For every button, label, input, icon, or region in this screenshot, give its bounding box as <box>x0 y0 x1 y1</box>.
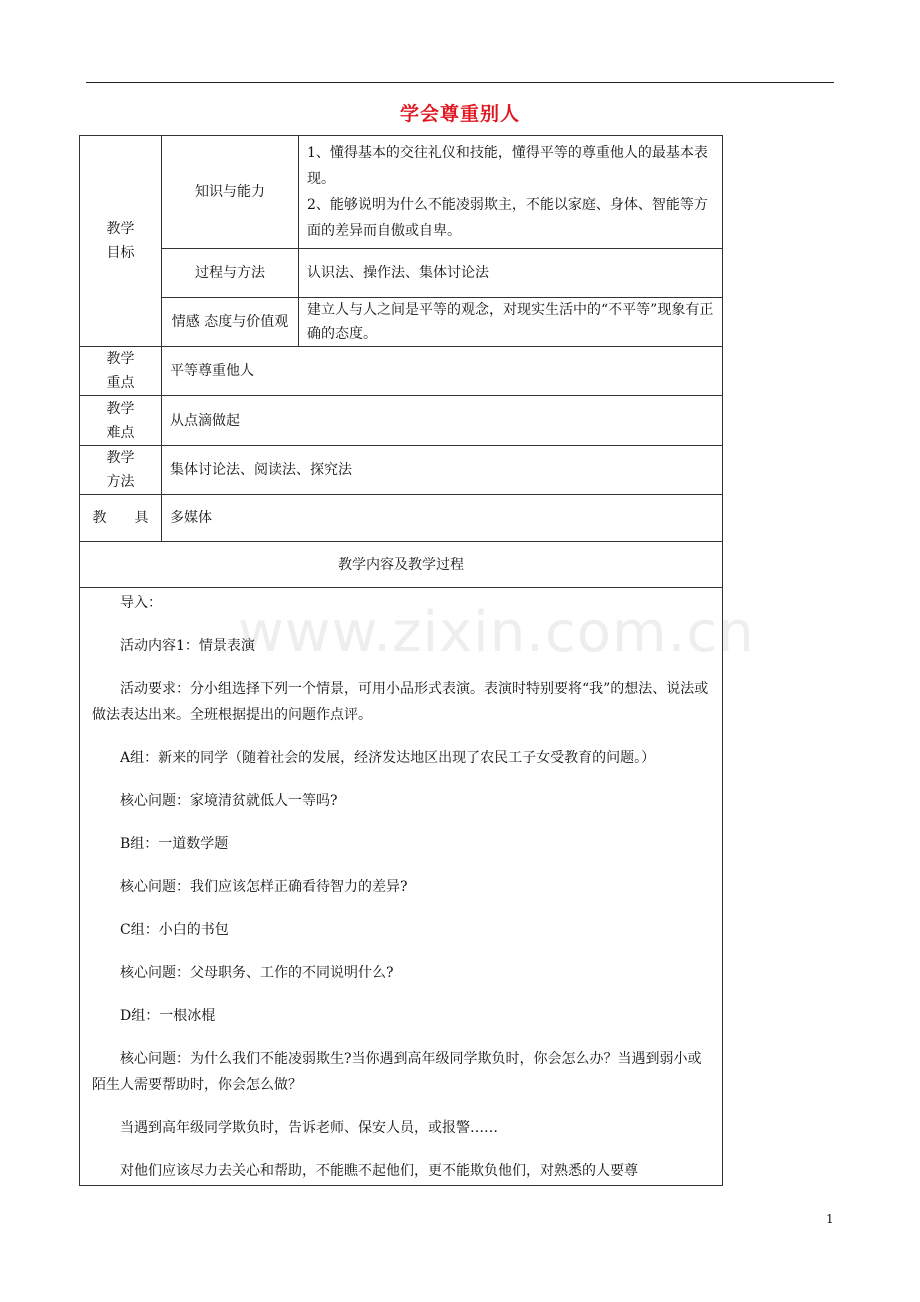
row-process <box>80 588 723 1186</box>
process-paragraph: A组：新来的同学（随着社会的发展，经济发达地区出现了农民工子女受教育的问题。） <box>120 750 656 766</box>
key-point-value: 平等尊重他人 <box>162 347 723 396</box>
goal-row-attitude <box>80 298 723 347</box>
goal-row-process <box>80 249 723 298</box>
process-paragraph: 核心问题：我们应该怎样正确看待智力的差异? <box>120 879 408 895</box>
header-rule <box>86 82 834 83</box>
process-paragraph: C组：小白的书包 <box>120 922 229 938</box>
process-paragraph: 活动内容1：情景表演 <box>120 638 255 654</box>
process-content <box>80 588 723 1186</box>
row-method <box>80 446 723 495</box>
goal-label-attitude: 情感 态度与价值观 <box>162 298 299 347</box>
difficulty-label <box>80 396 162 446</box>
goal-text-knowledge <box>299 136 723 249</box>
process-paragraph: 对他们应该尽力去关心和帮助，不能瞧不起他们，更不能欺负他们，对熟悉的人要尊 <box>120 1163 638 1179</box>
key-point-label-line1: 教学 <box>106 351 135 367</box>
page-number: 1 <box>826 1212 834 1226</box>
document-title: 学会尊重别人 <box>399 103 520 125</box>
row-section-header <box>80 542 723 588</box>
goal-text-process: 认识法、操作法、集体讨论法 <box>299 249 723 298</box>
row-difficulty <box>80 396 723 446</box>
process-paragraph: D组：一根冰棍 <box>120 1008 216 1024</box>
process-paragraph: 当遇到高年级同学欺负时，告诉老师、保安人员，或报警…… <box>120 1120 498 1136</box>
method-label-line2: 方法 <box>106 474 135 490</box>
tools-value: 多媒体 <box>162 495 723 542</box>
goal-label-process: 过程与方法 <box>162 249 299 298</box>
goal-row-knowledge <box>80 136 723 249</box>
process-paragraph: 核心问题：父母职务、工作的不同说明什么? <box>120 965 394 981</box>
process-paragraph: 核心问题：家境清贫就低人一等吗? <box>120 793 338 809</box>
difficulty-label-line1: 教学 <box>106 400 135 417</box>
process-paragraph: 活动要求：分小组选择下列一个情景，可用小品形式表演。表演时特别要将“我”的想法、说法或做法表达出来。全班根据提出的问题作点评。 <box>92 681 709 723</box>
goals-label <box>80 136 162 347</box>
lesson-plan-table <box>79 135 723 1186</box>
tools-label: 教 具 <box>80 495 162 542</box>
goals-label-line2: 目标 <box>106 245 135 261</box>
goal-label-knowledge: 知识与能力 <box>162 136 299 249</box>
goal-text-attitude: 建立人与人之间是平等的观念，对现实生活中的“不平等”现象有正确的态度。 <box>299 298 723 347</box>
goal-knowledge-line-2: 2、能够说明为什么不能凌弱欺主，不能以家庭、身体、智能等方面的差异而自傲或自卑。 <box>307 197 708 239</box>
watermark: www.zixin.com.cn <box>238 600 755 665</box>
goals-label-line1: 教学 <box>106 221 135 237</box>
process-paragraph: 核心问题：为什么我们不能凌弱欺生?当你遇到高年级同学欺负时，你会怎么办？当遇到弱小或陌生人需要帮助时，你会怎么做？ <box>92 1051 702 1093</box>
goal-knowledge-line-1: 1、懂得基本的交往礼仪和技能，懂得平等的尊重他人的最基本表现。 <box>307 145 708 187</box>
row-tools <box>80 495 723 542</box>
process-paragraph: B组：一道数学题 <box>120 836 229 852</box>
process-paragraph: 导入： <box>120 595 162 611</box>
section-header: 教学内容及教学过程 <box>80 542 723 588</box>
method-value: 集体讨论法、阅读法、探究法 <box>162 446 723 495</box>
key-point-label <box>80 347 162 396</box>
difficulty-value: 从点滴做起 <box>162 396 723 446</box>
row-key-point <box>80 347 723 396</box>
method-label-line1: 教学 <box>106 450 135 466</box>
method-label <box>80 446 162 495</box>
key-point-label-line2: 重点 <box>106 375 135 391</box>
difficulty-label-line2: 难点 <box>106 424 135 441</box>
